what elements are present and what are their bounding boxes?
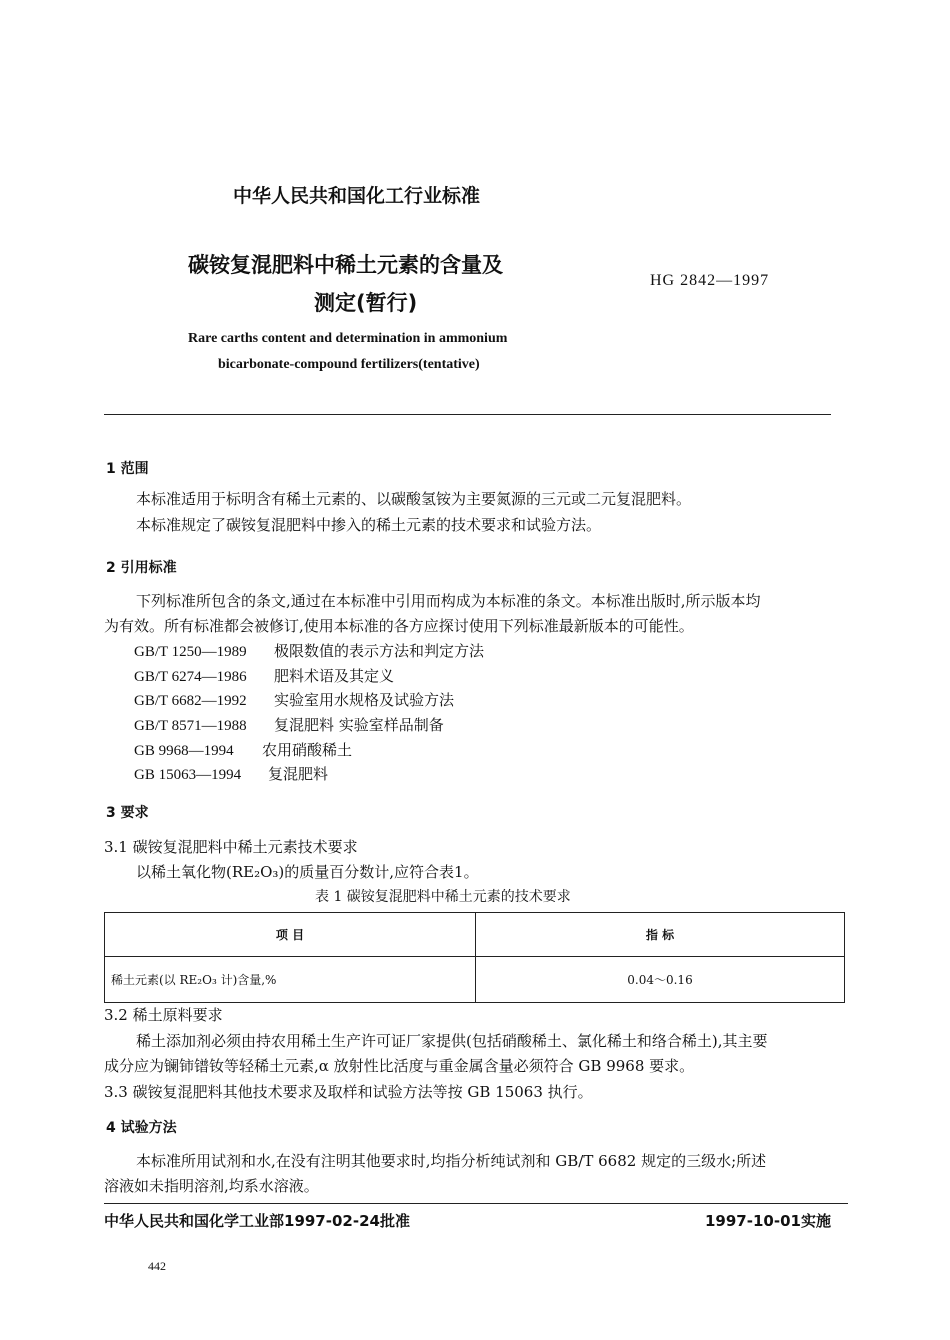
document-title-line2: 测定(暂行): [314, 291, 418, 315]
section-4-line2: 溶液如未指明溶剂,均系水溶液。: [104, 1177, 319, 1195]
table-cell-index: 0.04～0.16: [476, 957, 845, 1003]
section-3-2-line1: 稀土添加剂必须由持农用稀土生产许可证厂家提供(包括硝酸稀土、氯化稀土和络合稀土),其主要: [136, 1032, 768, 1050]
reference-code: GB/T 6682—1992: [134, 693, 247, 709]
reference-title: 复混肥料: [268, 765, 329, 783]
reference-code: GB/T 1250—1989: [134, 644, 247, 660]
section-3-1-text: 以稀土氧化物(RE₂O₃)的质量百分数计,应符合表1。: [136, 863, 479, 881]
document-title-line1: 碳铵复混肥料中稀土元素的含量及: [188, 253, 503, 277]
header-divider: [104, 414, 831, 415]
reference-title: 复混肥料 实验室样品制备: [274, 716, 444, 734]
reference-item: [134, 689, 454, 710]
requirements-table: [104, 912, 845, 1003]
section-3-1-heading: 3.1 碳铵复混肥料中稀土元素技术要求: [104, 838, 358, 856]
section-2-paragraph-line1: 下列标准所包含的条文,通过在本标准中引用而构成为本标准的条文。本标准出版时,所示版本均: [136, 592, 761, 610]
reference-item: [134, 640, 484, 661]
section-3-2-line2: 成分应为镧铈镨钕等轻稀土元素,α 放射性比活度与重金属含量必须符合 GB 9968 要求。: [104, 1057, 695, 1075]
effective-date: 1997-10-01实施: [705, 1212, 831, 1230]
issuing-agency: 中华人民共和国化工行业标准: [233, 185, 481, 207]
reference-title: 肥料术语及其定义: [274, 667, 395, 685]
section-3-heading: 3 要求: [106, 805, 149, 821]
english-title-line2: bicarbonate-compound fertilizers(tentative): [218, 357, 480, 372]
english-title-line1: Rare carths content and determination in ammonium: [188, 331, 508, 346]
reference-title: 农用硝酸稀土: [262, 741, 353, 759]
reference-item: [134, 739, 352, 760]
table-header-item: 项 目: [105, 913, 476, 957]
reference-item: [134, 714, 444, 735]
section-4-heading: 4 试验方法: [106, 1120, 177, 1136]
section-2-heading: 2 引用标准: [106, 560, 177, 576]
table-header-index: 指 标: [476, 913, 845, 957]
section-2-paragraph-line2: 为有效。所有标准都会被修订,使用本标准的各方应探讨使用下列标准最新版本的可能性。: [104, 617, 694, 635]
section-3-2-heading: 3.2 稀土原料要求: [104, 1006, 223, 1024]
table-cell-item: 稀土元素(以 RE₂O₃ 计)含量,%: [105, 957, 476, 1003]
standard-code: HG 2842—1997: [650, 272, 770, 289]
reference-code: GB 15063—1994: [134, 767, 242, 783]
reference-title: 实验室用水规格及试验方法: [274, 691, 455, 709]
table-row: [105, 957, 845, 1003]
reference-code: GB/T 6274—1986: [134, 669, 247, 685]
page-number: 442: [148, 1259, 166, 1273]
reference-title: 极限数值的表示方法和判定方法: [274, 642, 485, 660]
footer-divider: [104, 1203, 848, 1204]
reference-code: GB/T 8571—1988: [134, 718, 247, 734]
section-3-3: 3.3 碳铵复混肥料其他技术要求及取样和试验方法等按 GB 15063 执行。: [104, 1083, 593, 1101]
section-1-paragraph-2: 本标准规定了碳铵复混肥料中掺入的稀土元素的技术要求和试验方法。: [136, 516, 602, 534]
section-1-heading: 1 范围: [106, 461, 149, 477]
table-header-row: [105, 913, 845, 957]
approval-date: 中华人民共和国化学工业部1997-02-24批准: [104, 1212, 410, 1230]
reference-item: [134, 763, 328, 784]
section-4-line1: 本标准所用试剂和水,在没有注明其他要求时,均指分析纯试剂和 GB/T 6682 规定的三级水;所述: [136, 1152, 767, 1170]
reference-item: [134, 665, 394, 686]
table-caption: 表 1 碳铵复混肥料中稀土元素的技术要求: [315, 889, 571, 905]
reference-code: GB 9968—1994: [134, 743, 234, 759]
section-1-paragraph-1: 本标准适用于标明含有稀土元素的、以碳酸氢铵为主要氮源的三元或二元复混肥料。: [136, 490, 692, 508]
